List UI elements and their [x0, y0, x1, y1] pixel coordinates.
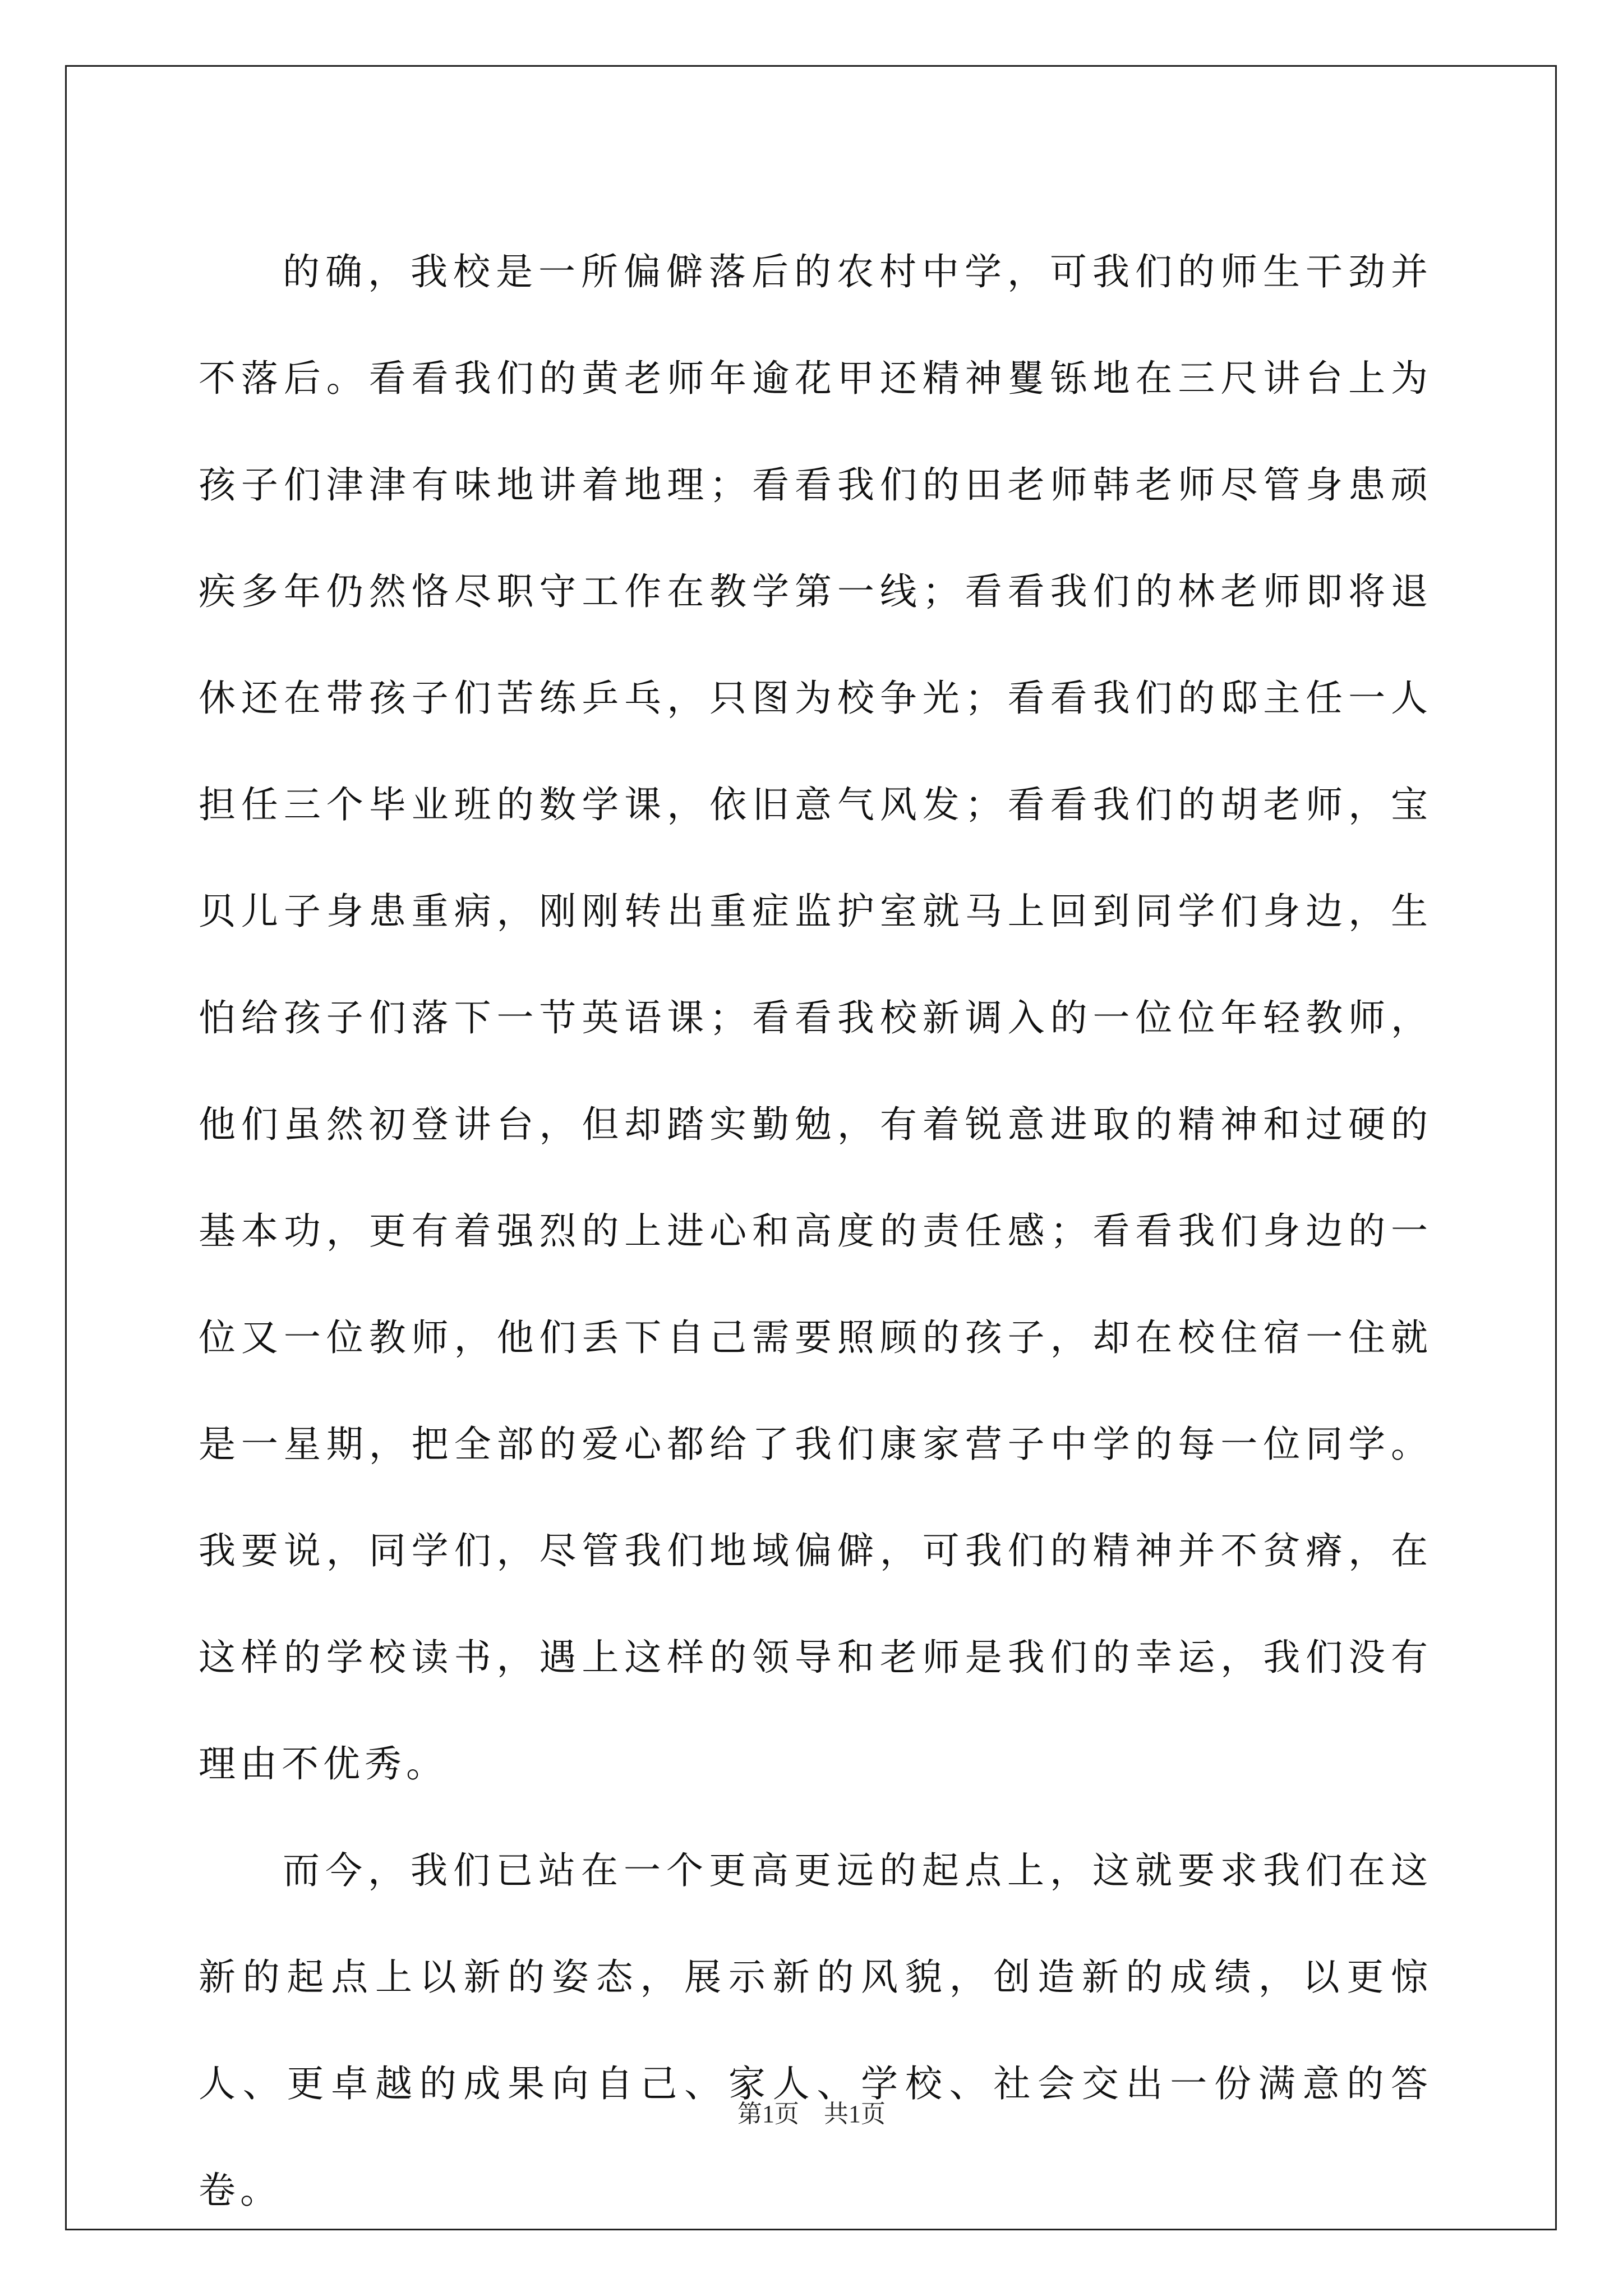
paragraph-2: 而今，我们已站在一个更高更远的起点上，这就要求我们在这新的起点上以新的姿态，展示新的风貌，创造新的成绩，以更惊人、更卓越的成果向自己、家人、学校、社会交出一份满意的答卷。	[199, 1849, 1432, 2212]
document-body	[199, 219, 1432, 2244]
paragraph-1: 的确，我校是一所偏僻落后的农村中学，可我们的师生干劲并不落后。看看我们的黄老师年逾花甲还精神矍铄地在三尺讲台上为孩子们津津有味地讲着地理；看看我们的田老师韩老师尽管身患顽疾多年仍然恪尽职守工作在教学第一线；看看我们的林老师即将退休还在带孩子们苦练乒乓，只图为校争光；看看我们的邸主任一人担任三个毕业班的数学课，依旧意气风发；看看我们的胡老师，宝贝儿子身患重病，刚刚转出重症监护室就马上回到同学们身边，生怕给孩子们落下一节英语课；看看我校新调入的一位位年轻教师，他们虽然初登讲台，但却踏实勤勉，有着锐意进取的精神和过硬的基本功，更有着强烈的上进心和高度的责任感；看看我们身边的一位又一位教师，他们丢下自己需要照顾的孩子，却在校住宿一住就是一星期，把全部的爱心都给了我们康家营子中学的每一位同学。我要说，同学们，尽管我们地域偏僻，可我们的精神并不贫瘠，在这样的学校读书，遇上这样的领导和老师是我们的幸运，我们没有理由不优秀。	[199, 250, 1432, 1786]
page-number-footer: 第1页 共1页	[737, 2100, 886, 2128]
